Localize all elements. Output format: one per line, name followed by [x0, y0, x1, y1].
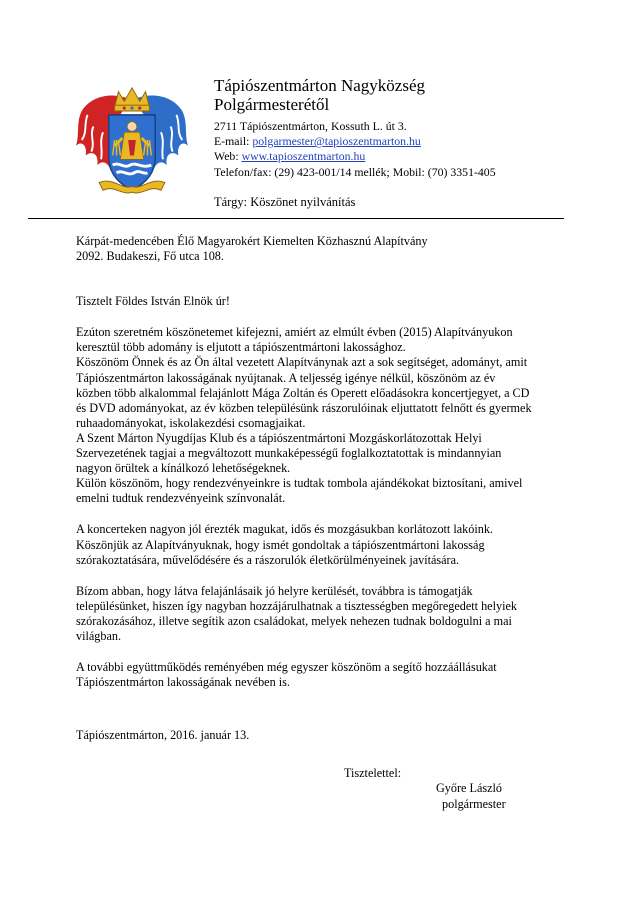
paragraph-line: közben több alkalommal felajánlott Mága Zoltán és Operett előadásokra koncertjegyet, a CD — [76, 385, 530, 400]
paragraph-line: A további együttműködés reményében még egyszer köszönöm a segítő hozzáállásukat — [76, 660, 497, 675]
paragraph-line: Külön köszönöm, hogy rendezvényeinkre is tudtak tombola ajándékokat biztosítani, amivel — [76, 476, 523, 491]
recipient-name: Kárpát-medencében Élő Magyarokért Kiemelten Közhasznú Alapítvány — [76, 234, 428, 248]
recipient-address: 2092. Budakeszi, Fő utca 108. — [76, 249, 224, 264]
paragraph-line: településünket, hiszen így nagyban hozzájárulhatnak a tisztességben megőregedett helyiek — [76, 598, 517, 613]
paragraph-line: keresztül több adomány is eljutott a tápiószentmártoni lakossághoz. — [76, 340, 406, 355]
paragraph-1 — [76, 325, 576, 506]
paragraph-line: ruhaadományokat, iskolakezdési csomagjaikat. — [76, 415, 306, 430]
paragraph-line: A koncerteken nagyon jól érezték magukat, idős és mozgásukban korlátozott lakóink. — [76, 522, 493, 537]
signer-name: Győre László — [436, 781, 502, 795]
letter-body — [76, 234, 576, 743]
paragraph-line: Bízom abban, hogy látva felajánlásaik jó helyre kerülését, továbbra is támogatják — [76, 583, 473, 598]
recipient-block — [76, 234, 576, 264]
web-row — [214, 149, 614, 164]
paragraph-line: és DVD adományokat, az év közben településünk rászorulóinak eljuttatott felnőtt és gyermek — [76, 400, 532, 415]
phone-line: Telefon/fax: (29) 423-001/14 mellék; Mobil: (70) 3351-405 — [214, 164, 496, 179]
signer-title: polgármester — [442, 796, 506, 811]
closing: Tisztelettel: — [344, 766, 402, 780]
signature-block — [436, 781, 506, 812]
paragraph-line: Köszönöm Önnek és az Ön által vezetett Alapítványnak azt a sok segítséget, adományt, amit — [76, 355, 528, 370]
paragraph-line: Tápiószentmárton lakosságának nevében is. — [76, 675, 290, 690]
org-name-line2: Polgármesterétől — [214, 95, 330, 114]
email-label: E-mail: — [214, 134, 253, 149]
paragraph-3 — [76, 584, 576, 644]
paragraph-line: A Szent Márton Nyugdíjas Klub és a tápiószentmártoni Mozgáskorlátozottak Helyi — [76, 430, 482, 445]
paragraph-line: emelni tudtuk rendezvényeink színvonalát. — [76, 491, 286, 506]
web-link[interactable]: www.tapioszentmarton.hu — [241, 149, 366, 164]
letterhead — [214, 76, 614, 210]
org-name-line1: Tápiószentmárton Nagyközség — [214, 76, 426, 95]
org-address: 2711 Tápiószentmárton, Kossuth L. út 3. — [214, 119, 407, 133]
paragraph-4 — [76, 660, 576, 690]
paragraph-line: Köszönjük az Alapítványuknak, hogy ismét gondoltak a tápiószentmártoni lakosság — [76, 537, 485, 552]
paragraph-line: Tápiószentmárton lakosságának nyújtanak. A teljesség igénye nélkül, köszönöm az év — [76, 370, 496, 385]
paragraph-line: szórakozásához, illetve segítik azon családokat, melyek nehezen tudnak boldogulni a mai — [76, 613, 512, 628]
coat-of-arms-icon — [74, 82, 190, 198]
paragraph-line: szórakoztatására, művelődésére és a rászorulók életkörülményeinek javítására. — [76, 552, 460, 567]
letter-date: Tápiószentmárton, 2016. január 13. — [76, 728, 250, 743]
salutation: Tisztelt Földes István Elnök úr! — [76, 294, 230, 309]
subject-line: Tárgy: Köszönet nyilvánítás — [214, 194, 356, 209]
paragraph-line: nagyon örültek a kínálkozó lehetőségeknek. — [76, 461, 291, 476]
email-row — [214, 134, 614, 149]
web-label: Web: — [214, 149, 242, 164]
email-link[interactable]: polgarmester@tapioszentmarton.hu — [252, 134, 421, 149]
paragraph-line: világban. — [76, 628, 122, 643]
paragraph-line: Szervezetének tagjai a megváltozott munkaképességű foglalkoztatottak is mindannyian — [76, 446, 502, 461]
paragraph-2 — [76, 522, 576, 567]
header-divider — [28, 218, 564, 219]
paragraph-line: Ezúton szeretném köszönetemet kifejezni, amiért az elmúlt évben (2015) Alapítványukon — [76, 325, 513, 340]
contact-block — [214, 119, 614, 180]
